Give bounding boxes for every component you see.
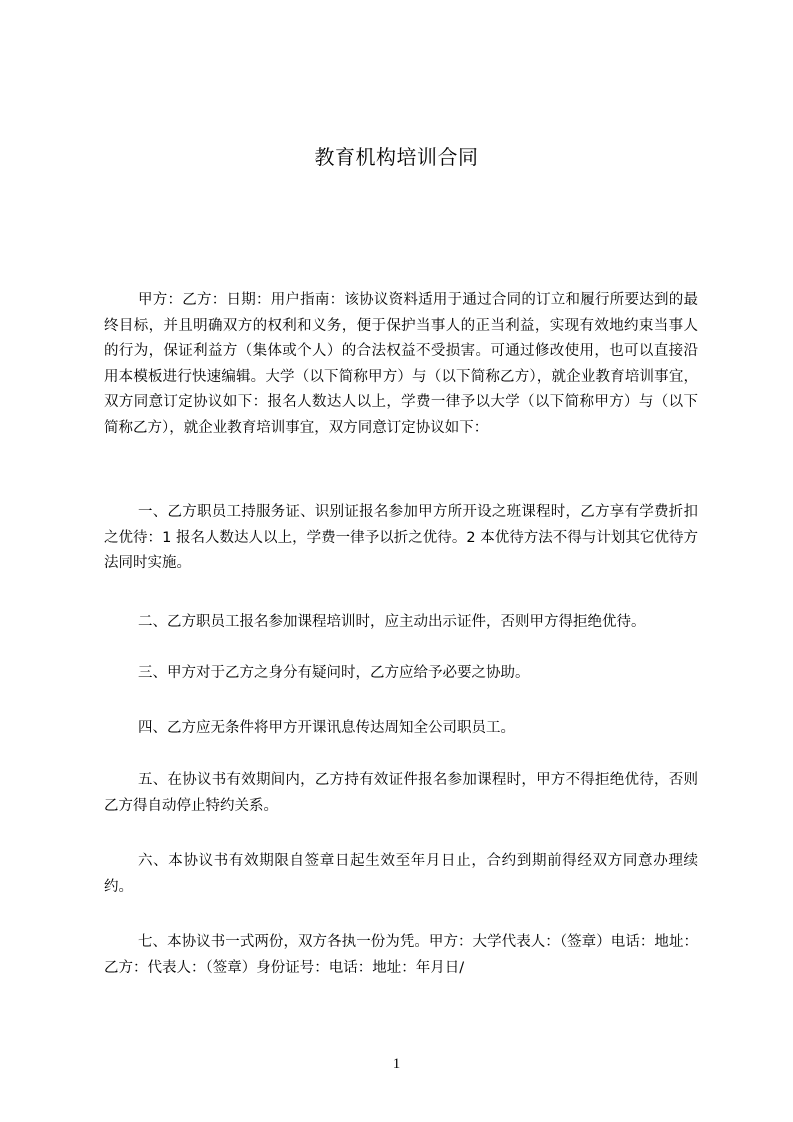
clause-3-paragraph: 三、甲方对于乙方之身分有疑问时，乙方应给予必要之协助。 — [138, 665, 530, 681]
clause-5-paragraph: 五、在协议书有效期间内，乙方持有效证件报名参加课程时，甲方不得拒绝优待，否则乙方得自动停止特约关系。 — [104, 772, 698, 814]
document-title: 教育机构培训合同 — [314, 145, 479, 169]
intro-paragraph: 甲方：乙方：日期：用户指南：该协议资料适用于通过合同的订立和履行所要达到的最终目标，并且明确双方的权利和义务，便于保护当事人的正当利益，实现有效地约束当事人的行为，保证利益方（集体或个人）的合法权益不受损害。可通过修改使用，也可以直接沿用本模板进行快速编辑。大学（以下简称甲方）与（以下简称乙方），就企业教育培训事宜，双方同意订定协议如下：报名人数达人以上，学费一律予以大学（以下简称甲方）与（以下简称乙方），就企业教育培训事宜，双方同意订定协议如下： — [104, 292, 698, 436]
clause-7-paragraph: 七、本协议书一式两份，双方各执一份为凭。甲方：大学代表人：（签章）电话：地址：乙方：代表人：（签章）身份证号：电话：地址：年月日/ — [104, 934, 698, 976]
clause-2-paragraph: 二、乙方职员工报名参加课程培训时，应主动出示证件，否则甲方得拒绝优待。 — [138, 614, 646, 630]
clause-1-paragraph: 一、乙方职员工持服务证、识别证报名参加甲方所开设之班课程时，乙方享有学费折扣之优待：1 报名人数达人以上，学费一律予以折之优待。2 本优待方法不得与计划其它优待方法同时实施。 — [104, 504, 698, 571]
clause-6-paragraph: 六、本协议书有效期限自签章日起生效至年月日止，合约到期前得经双方同意办理续约。 — [104, 853, 698, 895]
page-number: 1 — [392, 1056, 401, 1072]
clause-4-paragraph: 四、乙方应无条件将甲方开课讯息传达周知全公司职员工。 — [138, 720, 515, 736]
